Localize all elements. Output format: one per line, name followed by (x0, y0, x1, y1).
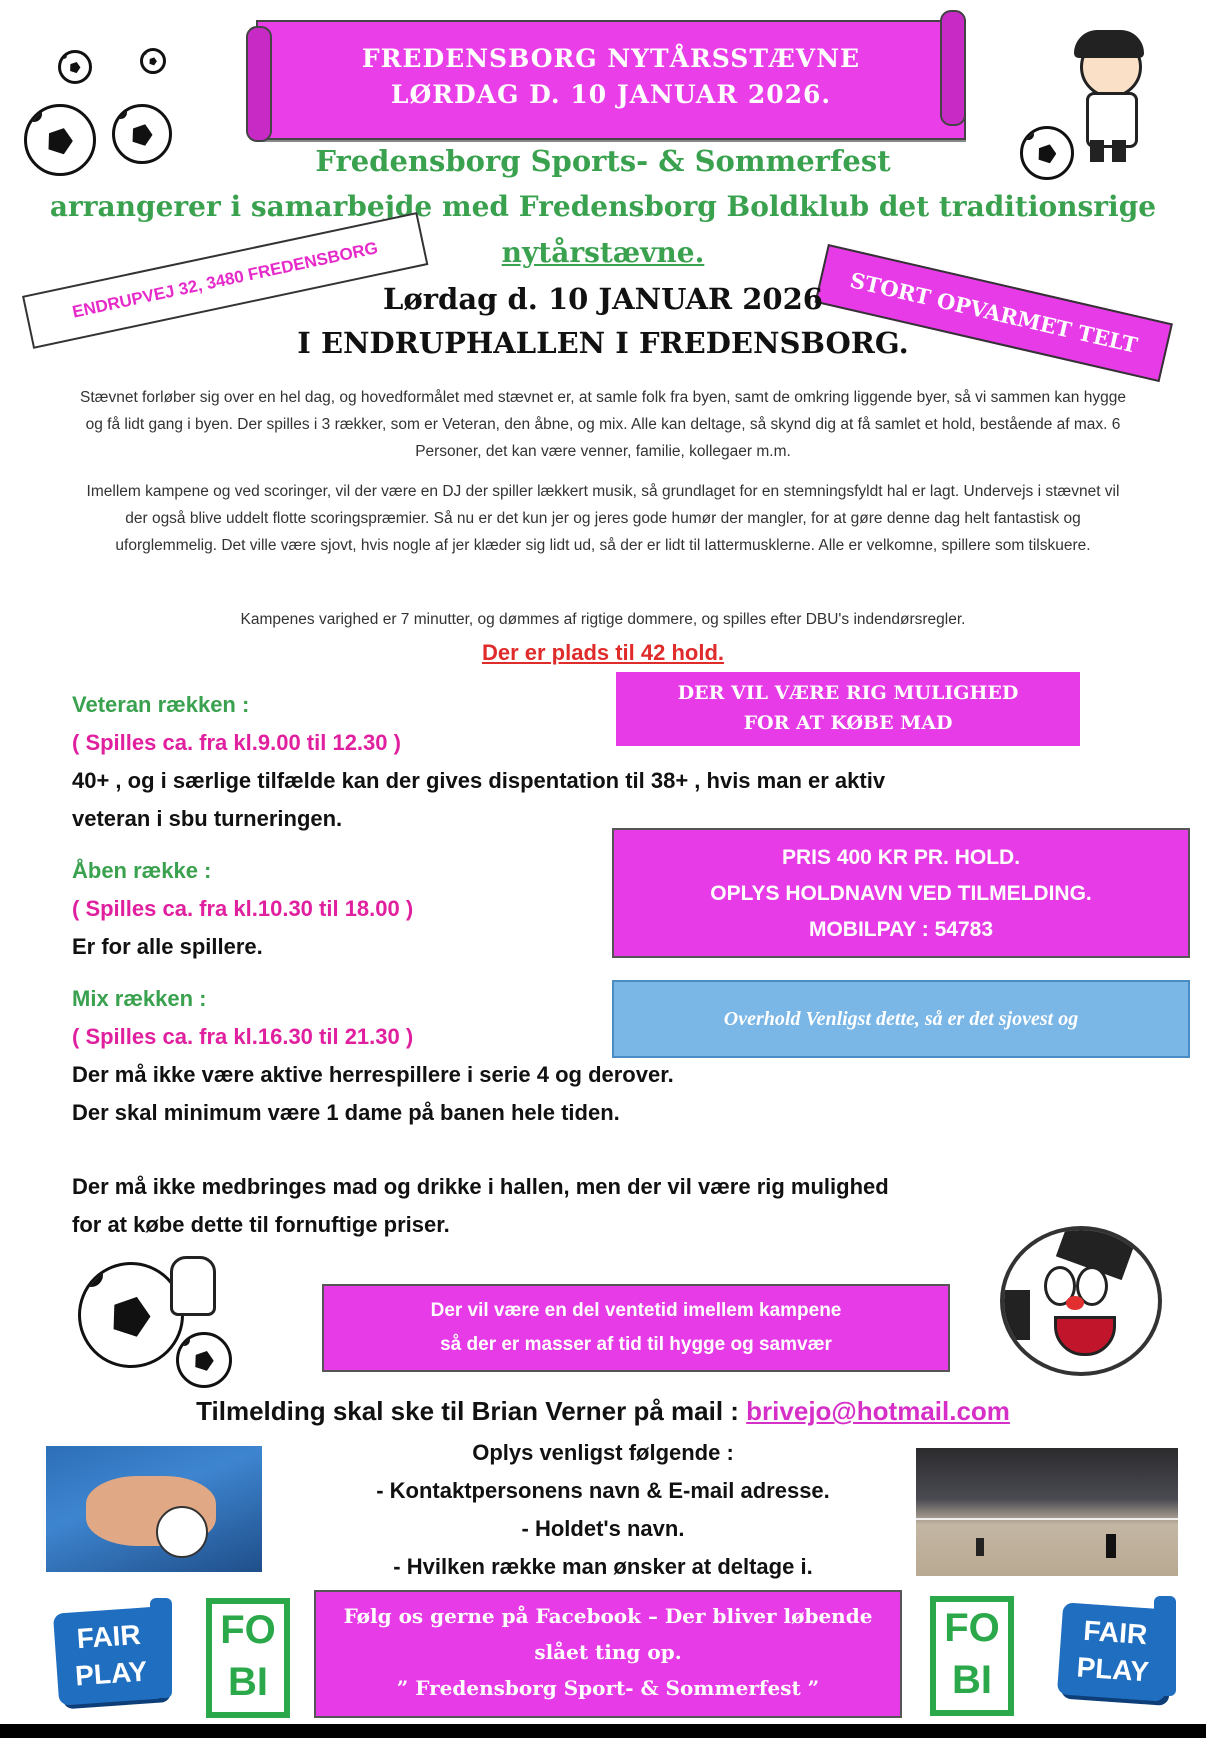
signup-please: Oplys venligst følgende : (472, 1440, 734, 1465)
mix-title: Mix rækken : (72, 986, 207, 1011)
signup-line (0, 1396, 1206, 1427)
veteran-time: ( Spilles ca. fra kl.9.00 til 12.30 ) (72, 730, 401, 755)
price-line-3: MOBILPAY : 54783 (808, 918, 994, 941)
hand-wave-icon (170, 1256, 216, 1316)
bi-text: BI (952, 1658, 992, 1702)
cartoon-ball-face-icon (1000, 1226, 1162, 1376)
facebook-box (314, 1590, 902, 1718)
open-title: Åben række : (72, 858, 212, 883)
soccer-ball-icon (58, 50, 92, 84)
paragraph-2: Imellem kampene og ved scoringer, vil der være en DJ der spiller lækkert musik, så grundlaget for en stemningsfyldt hal er lagt. Undervejs i stævnet vil der også blive uddelt flotte scoringspræmier. Så nu er det kun jer og jeres gode humør der mangler, for at gøre denne dag helt fantastisk og uforglemmelig. Det ville være sjovt, hvis nogle af jer klæder sig lidt ud, så der er lidt til lattermusklerne. Alle er velkomne, spillere som tilskuere. (86, 483, 1120, 554)
food-rule-2: for at købe dette til fornuftige priser. (72, 1212, 450, 1237)
title-banner (256, 20, 966, 140)
play-text: PLAY (1075, 1651, 1150, 1688)
mix-desc-2: Der skal minimum være 1 dame på banen hele tiden. (72, 1100, 620, 1125)
signup-item-2: - Holdet's navn. (521, 1516, 685, 1541)
facebook-line-1: Følg os gerne på Facebook – Der bliver løbende (343, 1604, 873, 1628)
paragraph-3: Kampenes varighed er 7 minutter, og dømmes af rigtige dommere, og spilles efter DBU's indendørsregler. (240, 611, 966, 628)
price-line-2: OPLYS HOLDNAVN VED TILMELDING. (710, 882, 1092, 905)
soccer-ball-icon (140, 48, 166, 74)
food-box-line-1: DER VIL VÆRE RIG MULIGHED (677, 682, 1019, 704)
banner-line-1: FREDENSBORG NYTÅRSSTÆVNE (361, 44, 861, 73)
veteran-desc-1: 40+ , og i særlige tilfælde kan der gives dispentation til 38+ , hvis man er aktiv (72, 768, 886, 793)
fair-text: FAIR (1082, 1614, 1149, 1651)
notice-text: Overhold Venligst dette, så er det sjovest og (723, 1008, 1079, 1030)
mix-desc-1: Der må ikke være aktive herrespillere i serie 4 og derover. (72, 1062, 674, 1087)
signup-item-3: - Hvilken række man ønsker at deltage i. (393, 1554, 813, 1579)
exclamation-icon (150, 1598, 172, 1698)
facebook-line-2: slået ting op. (534, 1640, 682, 1664)
sports-hall-photo (916, 1448, 1178, 1576)
exclamation-icon (1154, 1596, 1176, 1696)
price-box (612, 828, 1190, 958)
open-desc: Er for alle spillere. (72, 934, 263, 959)
wait-box (322, 1284, 950, 1372)
soccer-ball-icon (176, 1332, 232, 1388)
team-hands-photo (46, 1446, 262, 1572)
play-text: PLAY (74, 1655, 149, 1692)
scroll-curl-left (246, 26, 272, 142)
fobi-logo (930, 1596, 1014, 1716)
tent-text: STORT OPVARMET TELT (847, 267, 1140, 358)
fo-text: FO (220, 1608, 276, 1652)
cartoon-ball-icon (78, 1262, 184, 1368)
signup-prefix: Tilmelding skal ske til Brian Verner på mail : (196, 1396, 739, 1426)
event-date: Lørdag d. 10 JANUAR 2026 (383, 282, 823, 316)
facebook-line-3: ” Fredensborg Sport- & Sommerfest ” (396, 1676, 820, 1700)
wait-line-2: så der er masser af tid til hygge og samvær (440, 1334, 832, 1355)
notice-box (612, 980, 1190, 1058)
price-line-1: PRIS 400 KR PR. HOLD. (781, 846, 1021, 869)
food-rule-1: Der må ikke medbringes mad og drikke i hallen, men der vil være rig mulighed (72, 1174, 889, 1199)
paragraph-1: Stævnet forløber sig over en hel dag, og hovedformålet med stævnet er, at samle folk fra byen, samt de omkring liggende byer, så vi sammen kan hygge og få lidt gang i byen. Der spilles i 3 rækker, som er Veteran, den åbne, og mix. Alle kan deltage, så skynd dig at få samlet et hold, bestående af max. 6 Personer, det kan være venner, familie, kollegaer m.m. (80, 389, 1126, 460)
mix-time: ( Spilles ca. fra kl.16.30 til 21.30 ) (72, 1024, 414, 1049)
signup-email-link[interactable]: brivejo@hotmail.com (746, 1396, 1010, 1426)
fobi-logo (206, 1598, 290, 1718)
scroll-curl-right (940, 10, 966, 126)
food-box-line-2: FOR AT KØBE MAD (743, 712, 953, 734)
capacity-text: Der er plads til 42 hold. (481, 640, 725, 665)
event-venue: I ENDRUPHALLEN I FREDENSBORG. (297, 326, 909, 360)
intro-line: arrangerer i samarbejde med Fredensborg Boldklub det traditionsrige (49, 190, 1157, 223)
veteran-title: Veteran rækken : (72, 692, 250, 717)
fo-text: FO (944, 1606, 1000, 1650)
fair-text: FAIR (75, 1618, 142, 1655)
veteran-desc-2: veteran i sbu turneringen. (72, 806, 343, 831)
organizer-title: Fredensborg Sports- & Sommerfest (315, 144, 891, 178)
bi-text: BI (228, 1660, 268, 1704)
address-text: ENDRUPVEJ 32, 3480 FREDENSBORG (70, 238, 380, 322)
banner-line-2: LØRDAG D. 10 JANUAR 2026. (390, 80, 832, 109)
open-time: ( Spilles ca. fra kl.10.30 til 18.00 ) (72, 896, 414, 921)
wait-line-1: Der vil være en del ventetid imellem kampene (430, 1300, 842, 1321)
food-box (616, 672, 1080, 746)
signup-item-1: - Kontaktpersonens navn & E-mail adresse. (376, 1478, 830, 1503)
intro-tournament: nytårstævne. (501, 236, 705, 269)
